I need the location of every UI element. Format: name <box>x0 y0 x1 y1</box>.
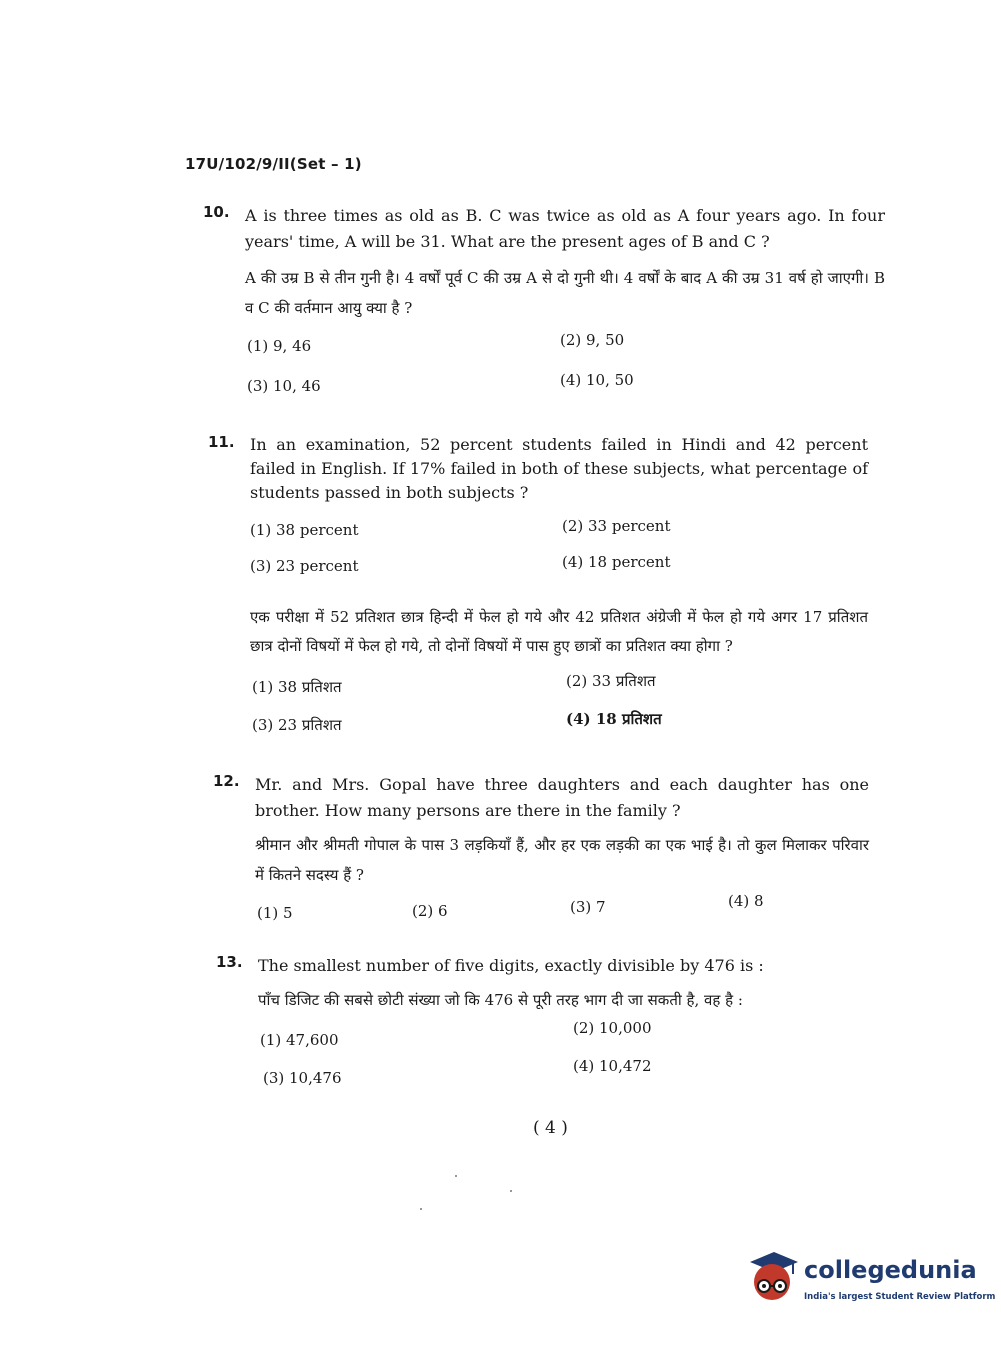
scan-speck <box>420 1208 422 1210</box>
question-text-hindi: श्रीमान और श्रीमती गोपाल के पास 3 लड़कियाँ हैं, और हर एक लड़की का एक भाई है। तो कुल मिलाकर परिवार में कितने सदस्य हैं ? <box>255 836 869 884</box>
question-10 <box>203 203 885 407</box>
options <box>250 517 868 585</box>
hindi-option-3: (3) 23 प्रतिशत <box>252 716 342 734</box>
question-text-hindi: पाँच डिजिट की सबसे छोटी संख्या जो कि 476 से पूरी तरह भाग दी जा सकती है, वह है : <box>258 991 743 1009</box>
logo-tagline: India's largest Student Review Platform <box>804 1292 996 1302</box>
option-4: (4) 18 percent <box>562 553 671 571</box>
question-number: 13. <box>216 953 243 971</box>
options <box>245 331 885 407</box>
hindi-option-1: (1) 38 प्रतिशत <box>252 678 342 696</box>
question-text: A is three times as old as B. C was twice as old as A four years ago. In four years' time, A will be 31. What are the present ages of B and C ? <box>245 206 885 251</box>
question-11 <box>208 433 868 741</box>
option-3: (3) 10,476 <box>263 1069 342 1087</box>
option-1: (1) 47,600 <box>260 1031 339 1049</box>
question-12 <box>213 772 869 930</box>
option-2: (2) 33 percent <box>562 517 671 535</box>
hindi-options <box>250 672 868 741</box>
option-3: (3) 10, 46 <box>247 377 321 395</box>
option-1: (1) 5 <box>257 904 293 922</box>
option-4: (4) 10, 50 <box>560 371 634 389</box>
option-3: (3) 7 <box>570 898 606 916</box>
option-2: (2) 6 <box>412 902 448 920</box>
option-2: (2) 10,000 <box>573 1019 652 1037</box>
option-4: (4) 8 <box>728 892 764 910</box>
page-number: ( 4 ) <box>533 1118 568 1138</box>
option-1: (1) 38 percent <box>250 521 359 539</box>
option-3: (3) 23 percent <box>250 557 359 575</box>
option-2: (2) 9, 50 <box>560 331 625 349</box>
mascot-graduate-icon <box>742 1248 802 1308</box>
scan-speck <box>510 1190 512 1192</box>
question-number: 10. <box>203 203 230 221</box>
question-text-hindi: एक परीक्षा में 52 प्रतिशत छात्र हिन्दी में फेल हो गये और 42 प्रतिशत अंग्रेजी में फेल हो गये अगर 17 प्रतिशत छात्र दोनों विषयों में फेल हो गये, तो दोनों विषयों में पास हुए छात्रों का प्रतिशत क्या होगा ? <box>250 608 868 655</box>
paper-code: 17U/102/9/II(Set – 1) <box>185 155 362 173</box>
collegedunia-logo <box>742 1248 996 1308</box>
hindi-option-2: (2) 33 प्रतिशत <box>566 672 656 690</box>
question-text-hindi: A की उम्र B से तीन गुनी है। 4 वर्षों पूर्व C की उम्र A से दो गुनी थी। 4 वर्षों के बाद A की उम्र 31 वर्ष हो जाएगी। B व C की वर्तमान आयु क्या है ? <box>245 269 885 317</box>
options <box>255 892 869 930</box>
options <box>258 1019 858 1099</box>
option-1: (1) 9, 46 <box>247 337 312 355</box>
logo-wordmark: collegedunia <box>804 1256 977 1284</box>
question-text: Mr. and Mrs. Gopal have three daughters and each daughter has one brother. How many persons are there in the family ? <box>255 775 869 820</box>
option-4: (4) 10,472 <box>573 1057 652 1075</box>
question-text: In an examination, 52 percent students failed in Hindi and 42 percent failed in English. If 17% failed in both of these subjects, what percentage of students passed in both subjects ? <box>250 435 868 502</box>
question-text: The smallest number of five digits, exactly divisible by 476 is : <box>258 956 764 975</box>
question-number: 11. <box>208 433 235 451</box>
hindi-option-4: (4) 18 प्रतिशत <box>566 710 662 728</box>
question-number: 12. <box>213 772 240 790</box>
scan-speck <box>455 1175 457 1177</box>
question-13 <box>216 953 858 1099</box>
